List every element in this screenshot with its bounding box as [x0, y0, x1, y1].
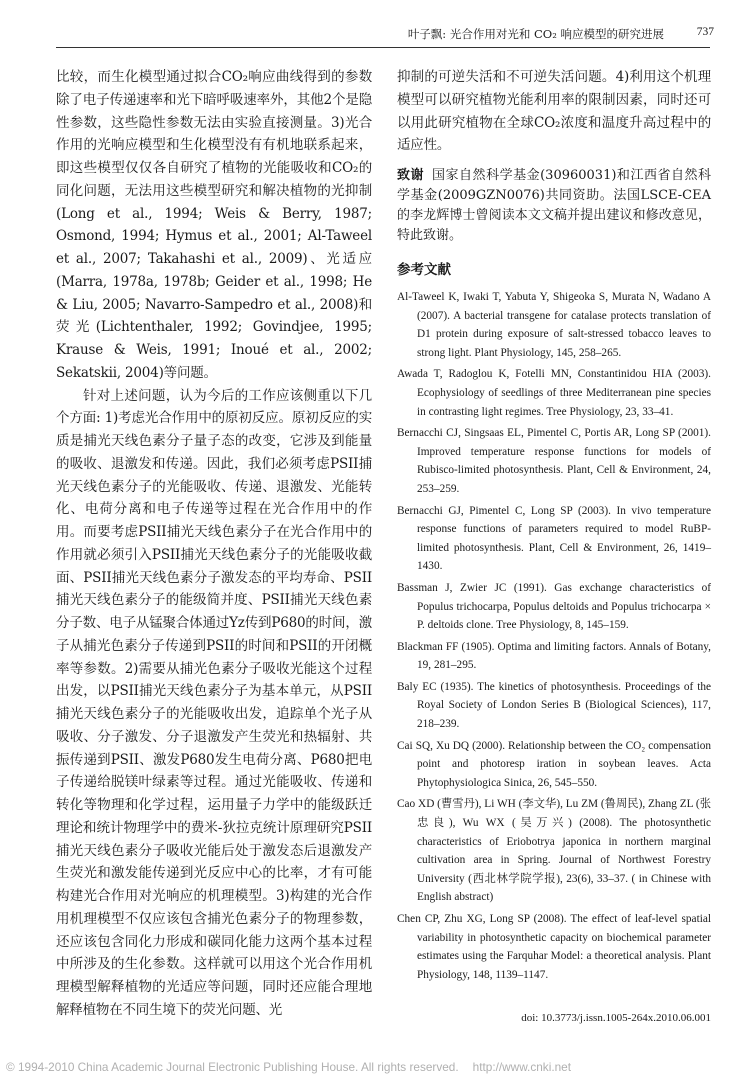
reference-list	[397, 288, 711, 984]
footer-url[interactable]: http://www.cnki.net	[472, 1060, 571, 1074]
reference-item: Bassman J, Zwier JC (1991). Gas exchange characteristics of Populus trichocarpa, Populus deltoids and Populus trichocarpa × P. deltoids clone. Tree Physiology, 8, 145–159.	[397, 581, 711, 632]
acknowledgement-label: 致谢	[397, 168, 425, 183]
references-heading: 参考文献	[397, 262, 451, 278]
reference-item: Al-Taweel K, Iwaki T, Yabuta Y, Shigeoka S, Murata N, Wadano A (2007). A bacterial transgene for catalase protects translation of D1 protein during exposure of salt-stressed tobacco leaves to strong light. Plant Physiology, 145, 258–265.	[397, 291, 711, 359]
reference-item: Baly EC (1935). The kinetics of photosynthesis. Proceedings of the Royal Society of London Series B (Biological Sciences), 117, 218–239.	[397, 680, 711, 731]
body-paragraph: 比较，而生化模型通过拟合CO₂响应曲线得到的参数除了电子传递速率和光下暗呼吸速率外，其他2个是隐性参数，这些隐性参数无法由实验直接测量。3)光合作用的光响应模型和生化模型没有有机地联系起来，即这些模型仅仅各自研究了植物的光能吸收和CO₂的同化问题，无法用这些模型研究和解决植物的光抑制(Long et al., 1994; Weis & Berry, 1987; Osmond, 1994; Hymus et al., 2001; Al-Taweel et al., 2007; Takahashi et al., 2009)、光适应(Marra, 1978a, 1978b; Geider et al., 1998; He & Liu, 2005; Navarro-Sampedro et al., 2008)和荧光(Lichtenthaler, 1992; Govindjee, 1995; Krause & Weis, 1991; Inoué et al., 2002; Sekatskii, 2004)等问题。	[56, 69, 372, 381]
reference-item: Cai SQ, Xu DQ (2000). Relationship between the CO₂ compensation point and photoresp iration in soybean leaves. Acta Phytophysiologica Sinica, 26, 545–550.	[397, 739, 711, 789]
reference-item: Bernacchi GJ, Pimentel C, Long SP (2003). In vivo temperature response functions of parameters required to model RuBP-limited photosynthesis. Plant, Cell & Environment, 26, 1419–1430.	[397, 504, 711, 573]
reference-item: Chen CP, Zhu XG, Long SP (2008). The effect of leaf-level spatial variability in photosynthetic capacity on biochemical parameter estimates using the Farquhar Model: a theoretical analysis. Plant Physiology, 148, 1139–1147.	[397, 913, 711, 981]
page-number: 737	[696, 26, 714, 38]
left-column	[56, 66, 372, 1022]
body-paragraph-continuation: 抑制的可逆失活和不可逆失活问题。4)利用这个机理模型可以研究植物光能利用率的限制因素，同时还可以用此研究植物在全球CO₂浓度和温度升高过程中的适应性。	[397, 69, 711, 154]
copyright-text: © 1994-2010 China Academic Journal Electronic Publishing House. All rights reserved.	[6, 1060, 459, 1074]
acknowledgement	[397, 166, 711, 246]
running-header-title: 叶子飘: 光合作用对光和 CO₂ 响应模型的研究进展	[407, 27, 664, 41]
reference-item: Cao XD (曹雪丹), Li WH (李文华), Lu ZM (鲁周民), Zhang ZL (张忠良), Wu WX (吴万兴) (2008). The photosynthetic characteristics of Eriobotrya japonica in northern marginal cultivation area in Spring. Journal of Northwest Forestry University (西北林学院学报), 23(6), 33–37. ( in Chinese with English abstract)	[397, 798, 711, 904]
right-column	[397, 66, 711, 987]
body-paragraph: 针对上述问题，认为今后的工作应该侧重以下几个方面: 1)考虑光合作用中的原初反应。原初反应的实质是捕光天线色素分子量子态的改变，它涉及到能量的吸收、退激发和传递。因此，我们必须考虑PSII捕光天线色素分子的光能吸收、传递、退激发、光能转化、电荷分离和电子传递等过程在光合作用中的作用。而要考虑PSII捕光天线色素分子在光合作用中的作用就必须引入PSII捕光天线色素分子的光能吸收截面、PSII捕光天线色素分子激发态的平均寿命、PSII捕光天线色素分子的能级简并度、PSII捕光天线色素分子数、电子从锰聚合体通过Yz传到P680的时间，激子从捕光色素分子传递到PSII的时间和PSII的开闭概率等参数。2)需要从捕光色素分子吸收光能这个过程出发，以PSII捕光天线色素分子为基本单元，从PSII捕光天线色素分子的光能吸收出发，追踪单个光子从吸收、分子激发、分子退激发产生荧光和热辐射、共振传递到PSII、激发P680发生电荷分离、P680把电子传递给脱镁叶绿素等过程。通过光能吸收、传递和转化等物理和化学过程，运用量子力学中的能级跃迁理论和统计物理学中的费米-狄拉克统计原理研究PSII捕光天线色素分子吸收光能后处于激发态后退激发产生荧光和激发能传递到光反应中心的比率，才有可能构建光合作用对光响应的机理模型。3)构建的光合作用机理模型不仅应该包含捕光色素分子的物理参数，还应该包含同化力形成和碳同化能力这两个基本过程中所涉及的生化参数。这样就可以用这个光合作用机理模型解释植物的光适应等问题，同时还应能合理地解释植物在不同生境下的荧光问题、光	[56, 387, 372, 1018]
reference-item: Bernacchi CJ, Singsaas EL, Pimentel C, Portis AR, Long SP (2001). Improved temperature response functions for models of Rubisco-limited photosynthesis. Plant, Cell & Environment, 24, 253–259.	[397, 427, 711, 495]
header-rule	[56, 47, 710, 48]
doi: doi: 10.3773/j.issn.1005-264x.2010.06.001	[521, 1012, 711, 1024]
copyright-footer	[6, 1060, 571, 1074]
acknowledgement-text: 国家自然科学基金(30960031)和江西省自然科学基金(2009GZN0076)共同资助。法国LSCE-CEA的李龙辉博士曾阅读本文文稿并提出建议和修改意见，特此致谢。	[397, 168, 711, 243]
reference-item: Awada T, Radoglou K, Fotelli MN, Constantinidou HIA (2003). Ecophysiology of seedlings of three Mediterranean pine species in contrasting light regimes. Tree Physiology, 23, 33–41.	[397, 368, 711, 418]
reference-item: Blackman FF (1905). Optima and limiting factors. Annals of Botany, 19, 281–295.	[397, 640, 711, 672]
